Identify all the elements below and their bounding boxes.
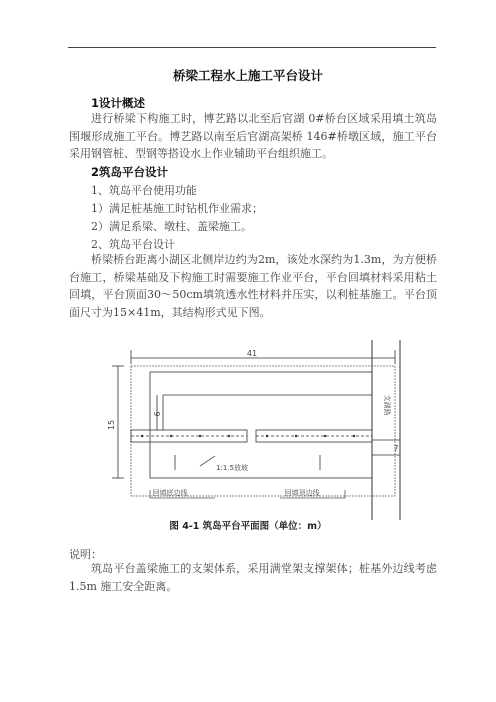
document-title: 桥梁工程水上施工平台设计 <box>172 68 323 83</box>
figure-caption: 图 4-1 筑岛平台平面图（单位：m） <box>169 521 327 532</box>
label-right: 7 <box>393 444 399 453</box>
label-width: 15 <box>107 419 116 431</box>
label-bottom-edge: 回填底边线 <box>152 489 188 497</box>
section-1-paragraph: 进行桥梁下构施工时，博艺路以北至后官湖 0#桥台区域采用填土筑岛围堰形成施工平台。博艺路以南至后官湖高架桥 146#桥墩区域，施工平台采用钢管桩、型钢等搭设水上作业辅助平台组织施工。 <box>69 112 437 160</box>
section-heading-1: 1设计概述 <box>91 96 146 110</box>
notes-heading: 说明： <box>69 548 102 561</box>
label-top-edge: 回填顶边线 <box>284 489 320 497</box>
notes-paragraph: 筑岛平台盖梁施工的支架体系，采用满堂架支撑架体；桩基外边线考虑 1.5m 施工安全距离。 <box>69 562 437 593</box>
section-2-paragraph: 桥梁桥台距离小湖区北侧岸边约为2m，该处水深约为1.3m，为方便桥台施工，桥梁基础及下构施工时需要施工作业平台，平台回填材料采用粘土回填，平台顶面30～50cm填筑透水性材料并压实，以利桩基施工。平台顶面尺寸为15×41m，其结构形式见下图。 <box>69 253 437 319</box>
label-road: 支湖路 <box>383 394 391 416</box>
fill-top-edge <box>150 372 372 478</box>
list-item: 1）满足桩基施工时钻机作业需求； <box>91 202 263 215</box>
label-length: 41 <box>246 349 258 358</box>
fill-bottom-edge <box>131 366 395 496</box>
list-item: 2）满足系梁、墩柱、盖梁施工。 <box>91 220 252 233</box>
list-item: 2、筑岛平台设计 <box>91 238 175 251</box>
label-slope: 1:1.5放坡 <box>216 464 248 472</box>
label-inner: 6 <box>153 411 162 417</box>
list-item: 1、筑岛平台使用功能 <box>91 184 197 197</box>
section-heading-2: 2筑岛平台设计 <box>91 165 169 179</box>
